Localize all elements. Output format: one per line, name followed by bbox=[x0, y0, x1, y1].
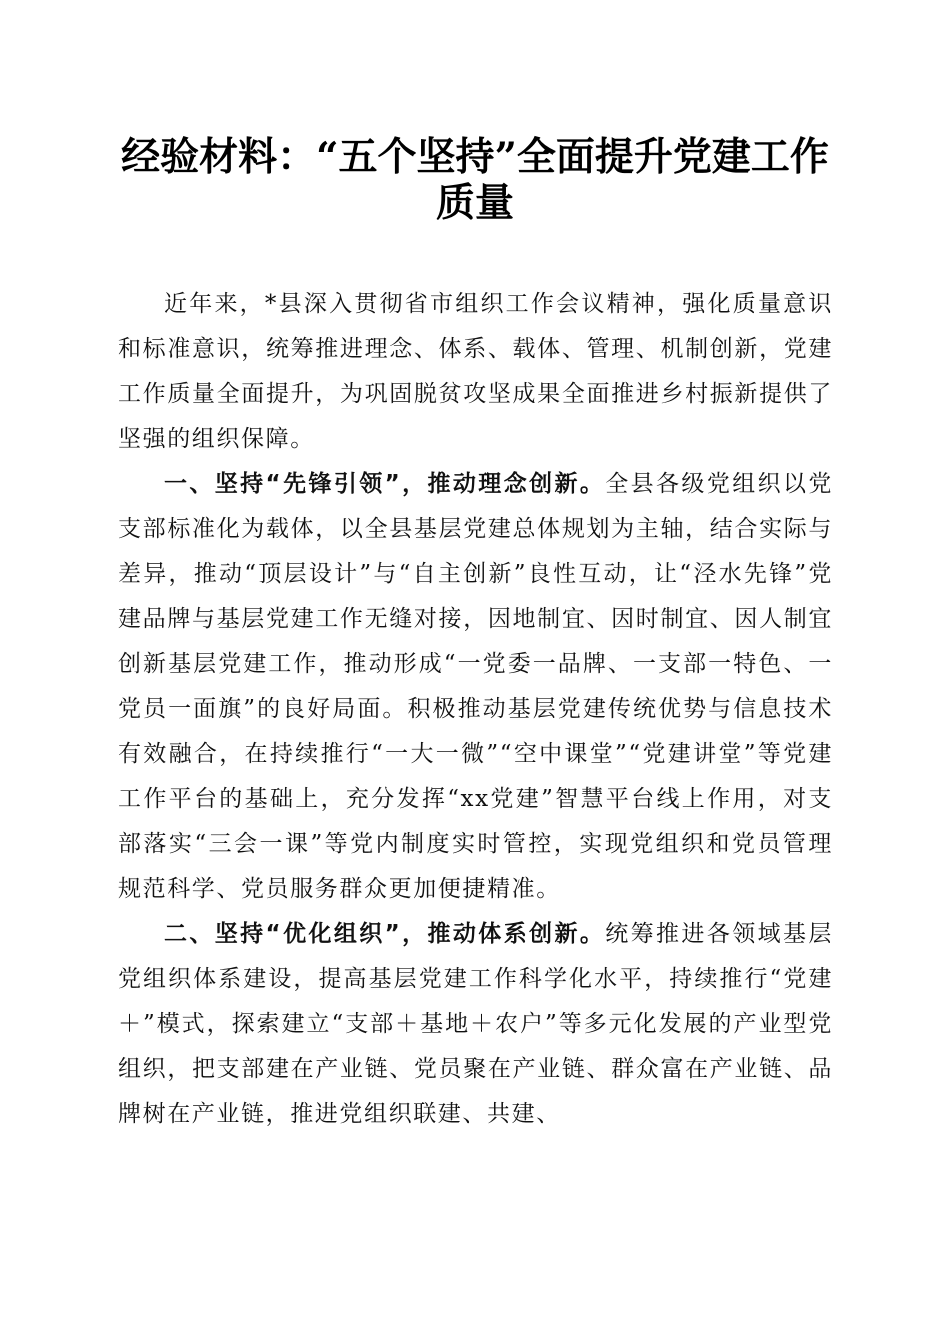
document-title: 经验材料：“五个坚持”全面提升党建工作质量 bbox=[121, 134, 829, 226]
paragraph-section-2 bbox=[118, 912, 833, 1137]
section-heading: 一、坚持“先锋引领”，推动理念创新。 bbox=[164, 471, 606, 497]
paragraph-text: 统筹推进各领域基层党组织体系建设，提高基层党建工作科学化水平，持续推行“党建＋”模式，探索建立“支部＋基地＋农户”等多元化发展的产业型党组织，把支部建在产业链、党员聚在产业链、群众富在产业链、品牌树在产业链，推进党组织联建、共建、 bbox=[118, 921, 833, 1127]
document-body bbox=[118, 282, 833, 1137]
paragraph-intro bbox=[118, 282, 833, 462]
paragraph-text: 全县各级党组织以党支部标准化为载体，以全县基层党建总体规划为主轴，结合实际与差异，推动“顶层设计”与“自主创新”良性互动，让“泾水先锋”党建品牌与基层党建工作无缝对接，因地制宜、因时制宜、因人制宜创新基层党建工作，推动形成“一党委一品牌、一支部一特色、一党员一面旗”的良好局面。积极推动基层党建传统优势与信息技术有效融合，在持续推行“一大一微”“空中课堂”“党建讲堂”等党建工作平台的基础上，充分发挥“xx党建”智慧平台线上作用，对支部落实“三会一课”等党内制度实时管控，实现党组织和党员管理规范科学、党员服务群众更加便捷精准。 bbox=[118, 471, 833, 902]
paragraph-section-1 bbox=[118, 462, 833, 912]
section-heading: 二、坚持“优化组织”，推动体系创新。 bbox=[164, 921, 606, 947]
paragraph-text: 近年来，*县深入贯彻省市组织工作会议精神，强化质量意识和标准意识，统筹推进理念、体系、载体、管理、机制创新，党建工作质量全面提升，为巩固脱贫攻坚成果全面推进乡村振新提供了坚强的组织保障。 bbox=[118, 291, 833, 452]
